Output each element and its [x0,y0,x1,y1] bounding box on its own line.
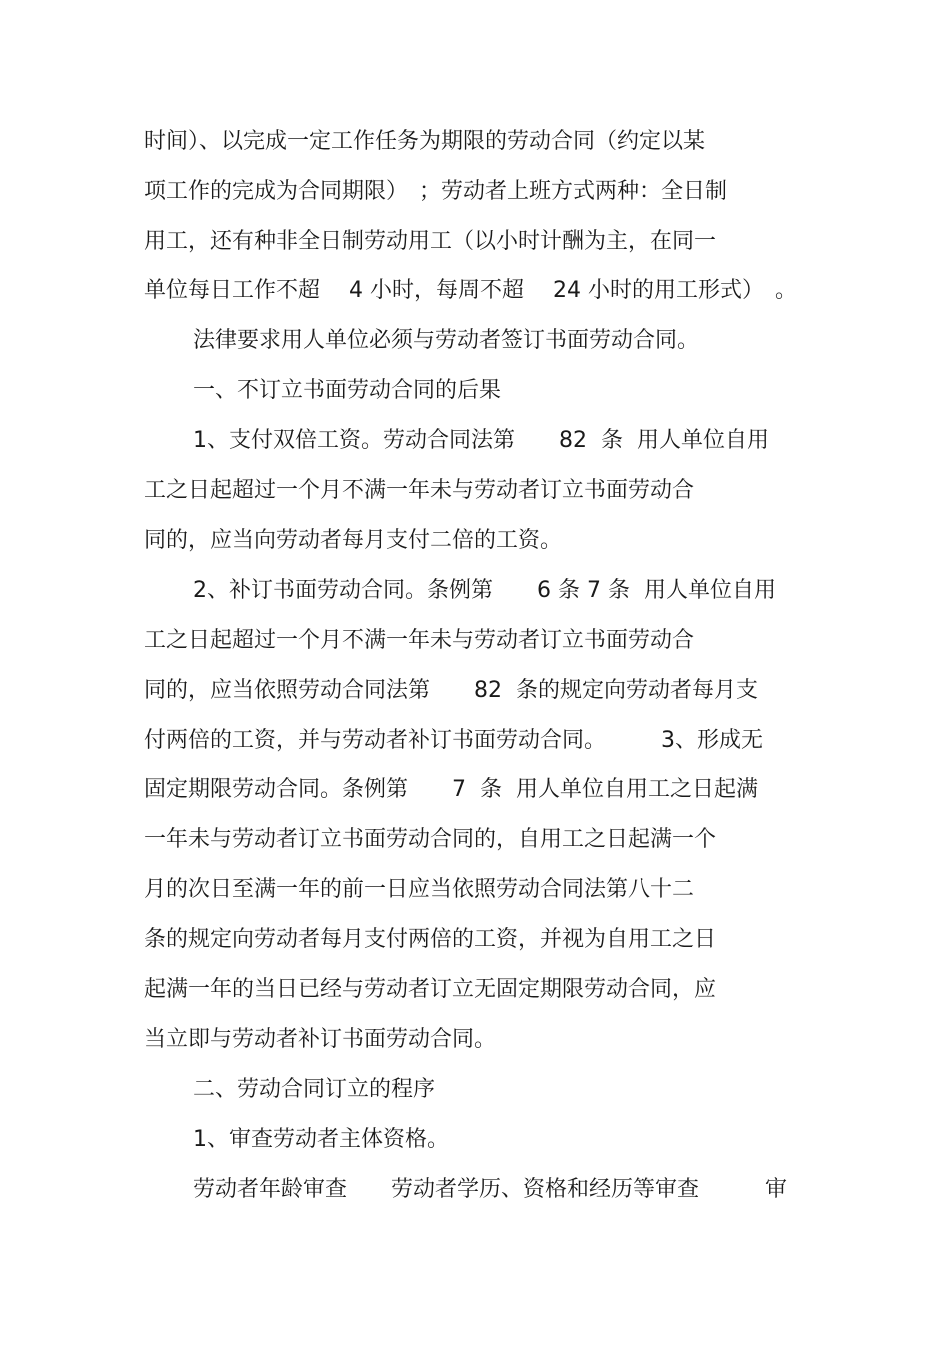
text-line: 起满一年的当日已经与劳动者订立无固定期限劳动合同，应 [144,977,717,1002]
text-line: 同的，应当向劳动者每月支付二倍的工资。 [144,528,563,553]
text-line: 劳动者年龄审查 劳动者学历、资格和经历等审查 审 [193,1177,788,1202]
text-line: 当立即与劳动者补订书面劳动合同。 [144,1027,497,1052]
text-line: 1、审查劳动者主体资格。 [193,1127,449,1152]
text-line: 项工作的完成为合同期限） ；劳动者上班方式两种：全日制 [144,179,728,204]
text-line: 2、补订书面劳动合同。条例第 6 条 7 条 用人单位自用 [193,578,776,603]
text-line: 时间）、以完成一定工作任务为期限的劳动合同（约定以某 [144,129,706,154]
text-line: 法律要求用人单位必须与劳动者签订书面劳动合同。 [193,328,700,353]
section-heading: 二、劳动合同订立的程序 [193,1077,436,1102]
text-line: 月的次日至满一年的前一日应当依照劳动合同法第八十二 [144,877,695,902]
section-heading: 一、不订立书面劳动合同的后果 [193,378,502,403]
text-line: 一年未与劳动者订立书面劳动合同的，自用工之日起满一个 [144,827,717,852]
text-line: 工之日起超过一个月不满一年未与劳动者订立书面劳动合 [144,628,695,653]
text-line: 1、支付双倍工资。劳动合同法第 82 条 用人单位自用 [193,428,769,453]
text-line: 工之日起超过一个月不满一年未与劳动者订立书面劳动合 [144,478,695,503]
text-line: 单位每日工作不超 4 小时，每周不超 24 小时的用工形式） 。 [144,278,797,303]
text-line: 付两倍的工资，并与劳动者补订书面劳动合同。 3、形成无 [144,728,763,753]
text-line: 条的规定向劳动者每月支付两倍的工资，并视为自用工之日 [144,927,717,952]
text-line: 固定期限劳动合同。条例第 7 条 用人单位自用工之日起满 [144,777,758,802]
text-line: 用工，还有种非全日制劳动用工（以小时计酬为主，在同一 [144,229,717,254]
text-line: 同的，应当依照劳动合同法第 82 条的规定向劳动者每月支 [144,678,758,703]
